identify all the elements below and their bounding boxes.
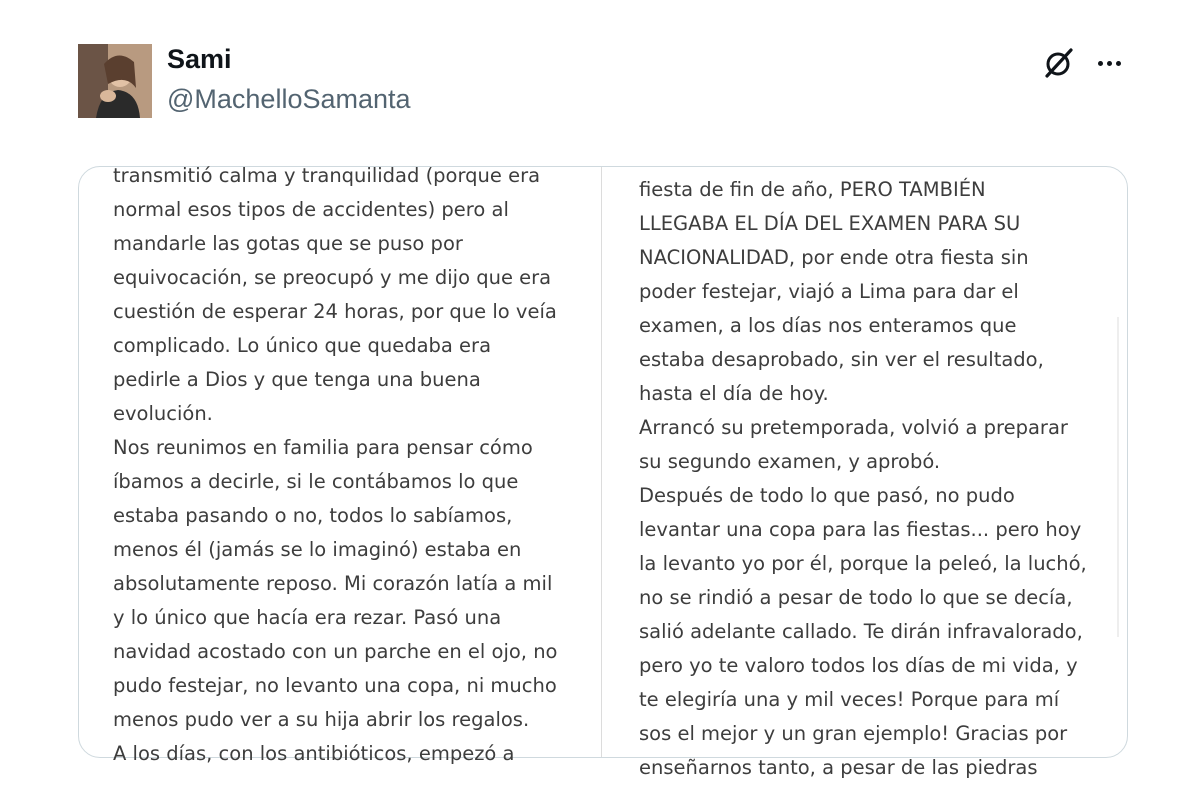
text-line: cuestión de esperar 24 horas, por que lo veía [113,300,557,323]
text-line: NACIONALIDAD, por ende otra fiesta sin [639,246,1029,269]
text-line: fiesta de fin de año, PERO TAMBIÉN [639,178,986,201]
text-line: navidad acostado con un parche en el ojo, no [113,640,558,663]
column-divider [601,167,602,757]
text-line: evolución. [113,402,213,425]
text-line: A los días, con los antibióticos, empezó a [113,742,515,765]
text-line: mandarle las gotas que se puso por [113,232,463,255]
avatar[interactable] [78,44,152,118]
text-line: Después de todo lo que pasó, no pudo [639,484,1015,507]
text-line: equivocación, se preocupó y me dijo que era [113,266,552,289]
text-line: poder festejar, viajó a Lima para dar el [639,280,1019,303]
text-line: Arrancó su pretemporada, volvió a preparar [639,416,1068,439]
text-line: complicado. Lo único que quedaba era [113,334,492,357]
text-line: absolutamente reposo. Mi corazón latía a mil [113,572,553,595]
text-line: pedirle a Dios y que tenga una buena [113,368,481,391]
image-scroll-shadow [1117,317,1119,637]
text-line: salió adelante callado. Te dirán infravalorado, [639,620,1083,643]
text-line: levantar una copa para las fiestas... pero hoy [639,518,1082,541]
text-line: pudo festejar, no levanto una copa, ni mucho [113,674,557,697]
text-line: hasta el día de hoy. [639,382,829,405]
display-name[interactable]: Sami [167,44,232,74]
text-line: examen, a los días nos enteramos que [639,314,1017,337]
text-line: normal esos tipos de accidentes) pero al [113,198,509,221]
text-line: estaba desaprobado, sin ver el resultado, [639,348,1044,371]
text-line: enseñarnos tanto, a pesar de las piedras [639,756,1038,779]
text-line: menos pudo ver a su hija abrir los regalos. [113,708,530,731]
text-line: menos él (jamás se lo imaginó) estaba en [113,538,522,561]
text-line: íbamos a decirle, si le contábamos lo que [113,470,519,493]
text-line: Nos reunimos en familia para pensar cómo [113,436,533,459]
image-text-left-column [113,159,557,771]
text-line: y lo único que hacía era rezar. Pasó una [113,606,502,629]
image-text-right-column [639,173,1087,785]
more-icon[interactable] [1092,46,1126,80]
text-line: sos el mejor y un gran ejemplo! Gracias por [639,722,1068,745]
text-line: LLEGABA EL DÍA DEL EXAMEN PARA SU [639,212,1021,235]
text-line: su segundo examen, y aprobó. [639,450,941,473]
more-dot [1116,61,1121,66]
more-dot [1098,61,1103,66]
text-line: estaba pasando o no, todos lo sabíamos, [113,504,513,527]
text-line: te elegiría una y mil veces! Porque para mí [639,688,1060,711]
text-line: la levanto yo por él, porque la peleó, la luchó, [639,552,1087,575]
grok-icon[interactable] [1041,46,1075,80]
user-handle[interactable]: @MachelloSamanta [167,84,411,114]
text-line: no se rindió a pesar de todo lo que se decía, [639,586,1073,609]
more-dot [1107,61,1112,66]
text-line: pero yo te valoro todos los días de mi vida, y [639,654,1078,677]
text-line: transmitió calma y tranquilidad (porque era [113,164,541,187]
tweet-image[interactable] [78,164,1128,779]
